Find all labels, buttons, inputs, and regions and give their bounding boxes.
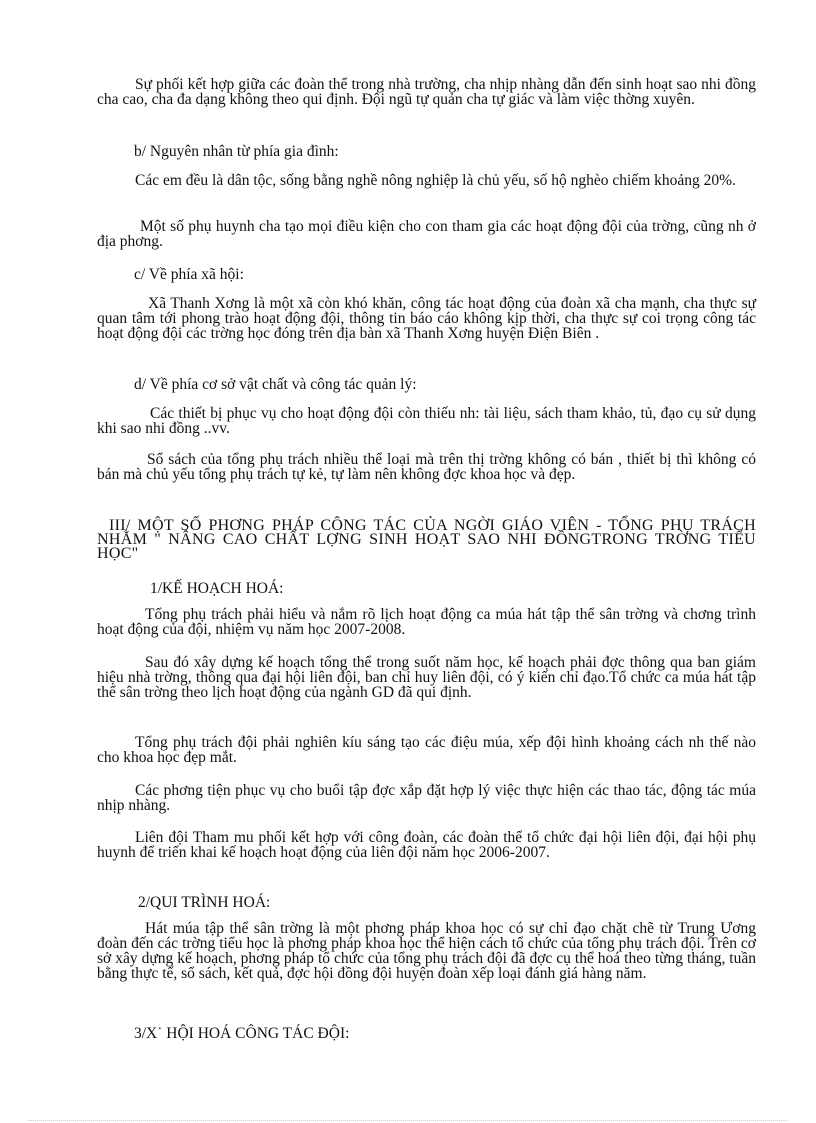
paragraph-union-coordination: Liên đội Tham mu phối kết hợp với công đoàn, các đoàn thể tổ chức đại hội liên đội, đại hội phụ huynh để triển khai kế hoạch hoạt động của liên đội năm học 2006-2007. [97,829,756,861]
heading-c-society: c/ Về phía xã hội: [134,266,244,283]
paragraph-collective-dance-method: Hát múa tập thể sân trờng là một phơng pháp khoa học có sự chỉ đạo chặt chẽ từ Trung Ương đoàn đến các trờng tiểu học là phơng pháp khoa học thể hiện cách tổ chức của tổng phụ trách đội. Trên cơ sở xây dựng kế hoạch, phơng pháp tổ chức của tổng phụ trách đội đã đợc cụ thể hoá theo từng tháng, tuần bằng thực tế, sổ sách, kết quả, đợc hội đồng đội huyện đoàn xếp loại đánh giá hàng năm. [97,920,756,982]
heading-3-socialization: 3/X˙ HỘI HOÁ CÔNG TÁC ĐỘI: [134,1025,350,1042]
paragraph-parents-support: Một số phụ huynh cha tạo mọi điều kiện cho con tham gia các hoạt động đội của trờng, cũng nh ở địa phơng. [97,218,756,250]
heading-1-planning: 1/KẾ HOẠCH HOÁ: [150,580,284,597]
paragraph-activity-schedule: Tổng phụ trách phải hiểu và nắm rõ lịch hoạt động ca múa hát tập thể sân trờng và chơng trình hoạt động của đội, nhiệm vụ năm học 2007-2008. [97,606,756,638]
paragraph-dance-formation: Tổng phụ trách đội phải nghiên kíu sáng tạo các điệu múa, xếp đội hình khoảng cách nh thế nào cho khoa học đẹp mắt. [97,734,756,766]
paragraph-thanh-xuong-commune: Xã Thanh Xơng là một xã còn khó khăn, công tác hoạt động của đoàn xã cha mạnh, cha thực sự quan tâm tới phong trào hoạt động đội, thông tin báo cáo không kịp thời, cha thực sự coi trọng công tác hoạt động đội các trờng học đóng trên địa bàn xã Thanh Xơng huyện Điện Biên . [97,295,756,342]
paragraph-record-books: Sổ sách của tổng phụ trách nhiều thể loại mà trên thị trờng không có bán , thiết bị thì không có bán mà chủ yếu tổng phụ trách tự kẻ, tự làm nên không đợc khoa học và đẹp. [97,451,756,483]
page-bottom-divider [28,1120,788,1121]
paragraph-practice-equipment: Các phơng tiện phục vụ cho buổi tập đợc xắp đặt hợp lý việc thực hiện các thao tác, động tác múa nhịp nhàng. [97,782,756,814]
heading-2-procedure: 2/QUI TRÌNH HOÁ: [138,894,271,911]
paragraph-overall-plan: Sau đó xây dựng kế hoạch tổng thể trong suốt năm học, kế hoạch phải đợc thông qua ban giám hiệu nhà trờng, thông qua đại hội liên đội, ban chỉ huy liên đội, có ý kiến chỉ đạo.Tổ chức ca múa hát tập thể sân trờng theo lịch hoạt động của ngành GD đã qui định. [97,654,756,701]
paragraph-equipment-lacking: Các thiết bị phục vụ cho hoạt động đội còn thiếu nh: tài liệu, sách tham khảo, tủ, đạo cụ sử dụng khi sao nhi đồng ..vv. [97,405,756,437]
section-title-iii: III/ MỘT SỐ PHƠNG PHÁP CÔNG TÁC CỦA NGỜI GIÁO VIÊN - TỔNG PHỤ TRÁCH NHẰM " NÂNG CAO CHẤT LỢNG SINH HOẠT SAO NHI ĐỒNGTRONG TRỜNG TIỂU HỌC" [97,517,756,562]
paragraph-ethnic-households: Các em đều là dân tộc, sống bằng nghề nông nghiệp là chủ yếu, số hộ nghèo chiếm khoảng 20%. [135,172,736,189]
heading-d-facilities: d/ Về phía cơ sở vật chất và công tác quản lý: [134,376,417,393]
heading-b-family-causes: b/ Nguyên nhân từ phía gia đình: [134,143,339,160]
paragraph-coordination: Sự phối kết hợp giữa các đoàn thể trong nhà trường, cha nhịp nhàng dẫn đến sinh hoạt sao nhi đồng cha cao, cha đa dạng không theo qui định. Đội ngũ tự quản cha tự giác và làm việc thờng xuyên. [97,76,756,108]
